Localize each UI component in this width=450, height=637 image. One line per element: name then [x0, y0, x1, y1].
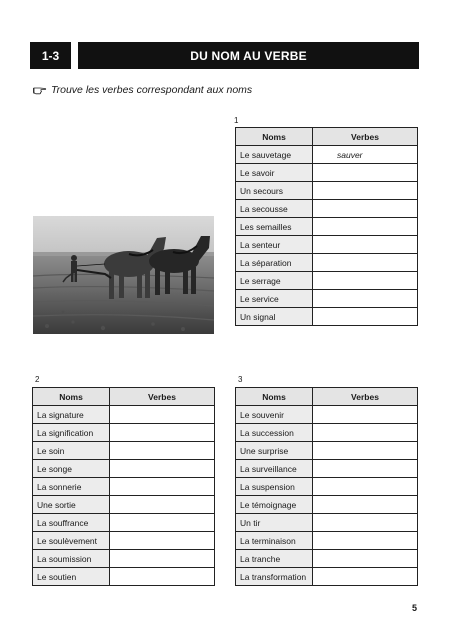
verb-answer-cell[interactable] [313, 514, 418, 532]
table-3-label: 3 [238, 375, 243, 384]
noun-cell: Le soutien [33, 568, 110, 586]
pointing-hand-icon [33, 85, 47, 95]
table-row [33, 460, 215, 478]
verb-answer-cell[interactable] [110, 424, 215, 442]
verb-answer-cell[interactable] [313, 290, 418, 308]
noun-cell: Une sortie [33, 496, 110, 514]
verb-answer-cell[interactable] [313, 442, 418, 460]
table-row [33, 550, 215, 568]
noun-cell: La tranche [236, 550, 313, 568]
verb-answer-cell[interactable] [313, 164, 418, 182]
column-header-verbs: Verbes [313, 388, 418, 406]
table-row [236, 424, 418, 442]
verb-answer-cell[interactable] [110, 478, 215, 496]
table-row [236, 146, 418, 164]
noun-cell: La sonnerie [33, 478, 110, 496]
noun-cell: Le service [236, 290, 313, 308]
noun-cell: La transformation [236, 568, 313, 586]
table-row [236, 460, 418, 478]
column-header-nouns: Noms [236, 388, 313, 406]
verb-answer-cell[interactable] [110, 532, 215, 550]
verb-answer-cell[interactable] [313, 460, 418, 478]
noun-cell: Un secours [236, 182, 313, 200]
verb-answer-cell[interactable] [110, 550, 215, 568]
table-row [236, 496, 418, 514]
table-row [236, 200, 418, 218]
table-row [236, 442, 418, 460]
column-header-verbs: Verbes [110, 388, 215, 406]
table-row [236, 182, 418, 200]
table-row [236, 514, 418, 532]
verb-answer-cell[interactable] [110, 460, 215, 478]
page-title: DU NOM AU VERBE [78, 42, 419, 69]
noun-cell: La signature [33, 406, 110, 424]
noun-cell: Le sauvetage [236, 146, 313, 164]
verb-answer-cell[interactable] [110, 442, 215, 460]
verb-answer-cell[interactable] [313, 272, 418, 290]
table-row [33, 496, 215, 514]
verb-answer-cell[interactable] [313, 182, 418, 200]
table-row [236, 164, 418, 182]
table-row [236, 550, 418, 568]
table-row [236, 532, 418, 550]
noun-cell: Le serrage [236, 272, 313, 290]
noun-cell: Le soulèvement [33, 532, 110, 550]
noun-cell: La succession [236, 424, 313, 442]
table-row [236, 290, 418, 308]
verb-answer-cell[interactable] [313, 478, 418, 496]
noun-cell: La senteur [236, 236, 313, 254]
table-row [33, 442, 215, 460]
exercise-number: 1-3 [30, 42, 71, 69]
noun-cell: Un tir [236, 514, 313, 532]
instruction-text: Trouve les verbes correspondant aux noms [51, 84, 253, 96]
verb-answer-cell[interactable] [313, 568, 418, 586]
table-row [33, 532, 215, 550]
verb-answer-cell[interactable] [313, 236, 418, 254]
table-2-label: 2 [35, 375, 40, 384]
table-row [236, 272, 418, 290]
verb-answer-cell[interactable] [313, 550, 418, 568]
column-header-nouns: Noms [33, 388, 110, 406]
noun-cell: La signification [33, 424, 110, 442]
noun-cell: Un signal [236, 308, 313, 326]
noun-cell: Le songe [33, 460, 110, 478]
noun-cell: La séparation [236, 254, 313, 272]
verb-answer-cell[interactable] [313, 532, 418, 550]
table-row [236, 568, 418, 586]
table-row [236, 254, 418, 272]
page-number: 5 [412, 603, 418, 613]
table-row [236, 478, 418, 496]
noun-cell: Le souvenir [236, 406, 313, 424]
verb-answer-cell[interactable] [313, 200, 418, 218]
table-1-label: 1 [234, 116, 239, 125]
verb-answer-cell[interactable] [313, 496, 418, 514]
table-row [236, 308, 418, 326]
table-row [236, 236, 418, 254]
noun-cell: Les semailles [236, 218, 313, 236]
noun-cell: La soumission [33, 550, 110, 568]
verb-table-1 [235, 127, 418, 326]
table-row [33, 568, 215, 586]
verb-answer-cell[interactable] [313, 424, 418, 442]
noun-cell: Le témoignage [236, 496, 313, 514]
noun-cell: La surveillance [236, 460, 313, 478]
horses-plowing-photo [33, 216, 214, 334]
table-row [33, 478, 215, 496]
verb-table-2 [32, 387, 215, 586]
verb-table-3 [235, 387, 418, 586]
column-header-verbs: Verbes [313, 128, 418, 146]
verb-answer-cell[interactable] [110, 496, 215, 514]
verb-answer-cell[interactable] [110, 406, 215, 424]
table-row [33, 406, 215, 424]
table-row [33, 424, 215, 442]
noun-cell: La souffrance [33, 514, 110, 532]
noun-cell: Le soin [33, 442, 110, 460]
column-header-nouns: Noms [236, 128, 313, 146]
verb-answer-cell[interactable] [313, 406, 418, 424]
verb-answer-cell[interactable] [313, 218, 418, 236]
verb-answer-cell[interactable] [110, 568, 215, 586]
instruction [33, 84, 252, 96]
noun-cell: Une surprise [236, 442, 313, 460]
table-row [33, 514, 215, 532]
table-row [236, 218, 418, 236]
noun-cell: Le savoir [236, 164, 313, 182]
noun-cell: La suspension [236, 478, 313, 496]
noun-cell: La secousse [236, 200, 313, 218]
verb-answer-cell[interactable] [313, 308, 418, 326]
verb-answer-cell[interactable] [110, 514, 215, 532]
verb-answer-cell[interactable]: sauver [313, 146, 418, 164]
verb-answer-cell[interactable] [313, 254, 418, 272]
noun-cell: La terminaison [236, 532, 313, 550]
table-row [236, 406, 418, 424]
